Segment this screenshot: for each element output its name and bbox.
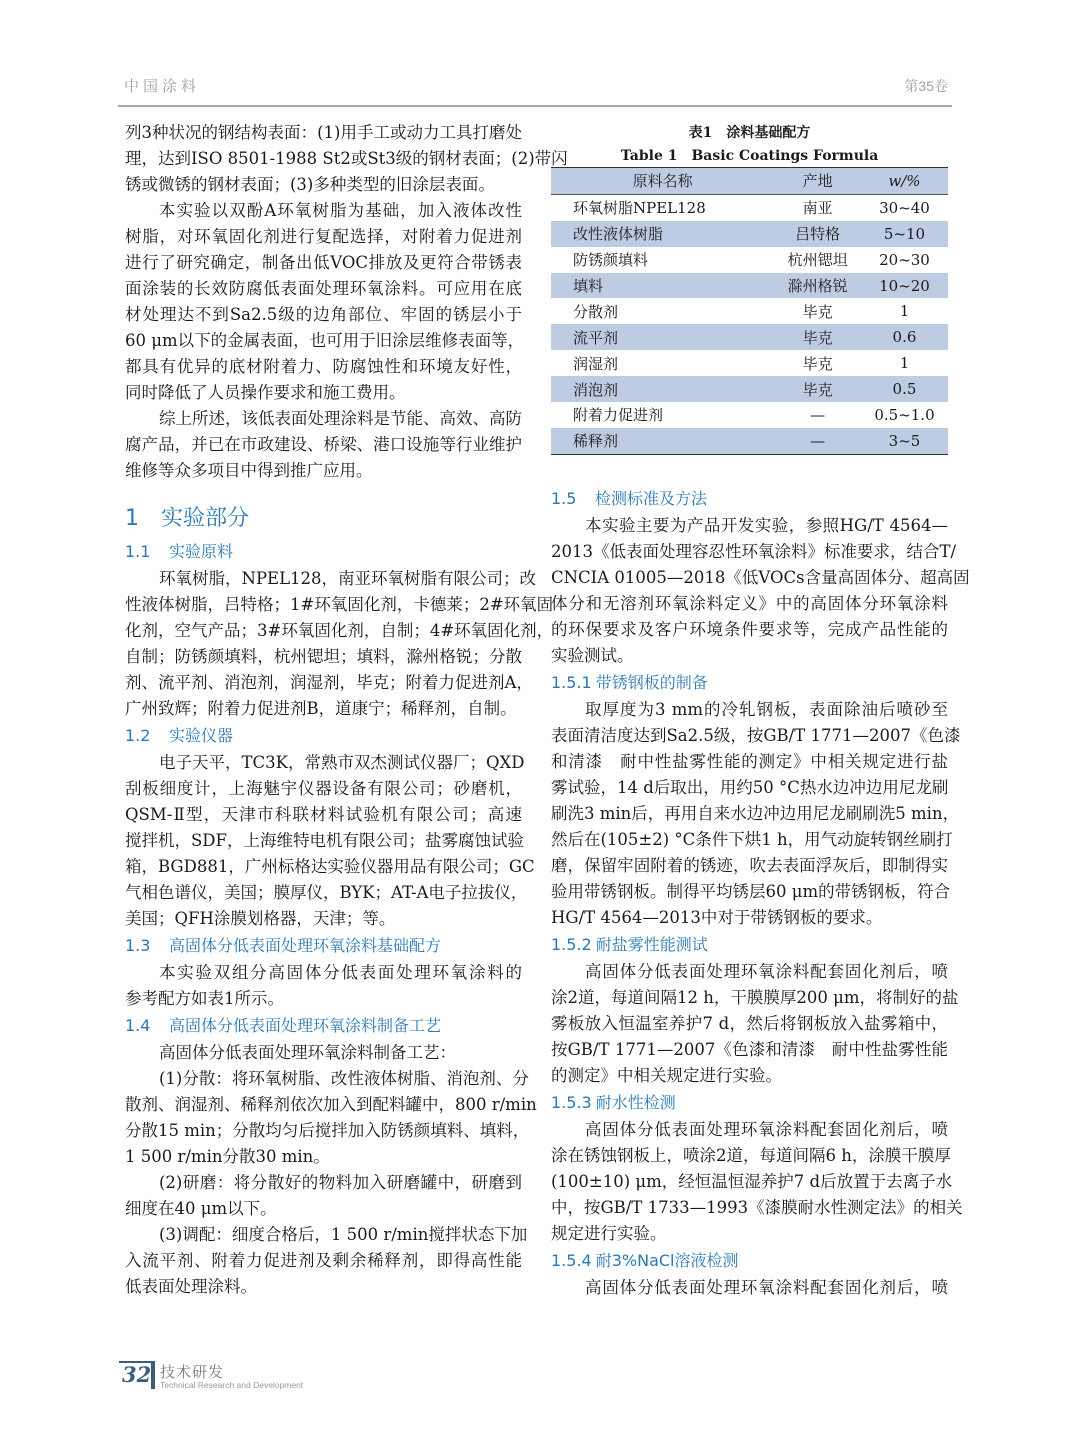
text-line: 1 500 r/min分散30 min。	[125, 1147, 330, 1166]
text-line: 分散15 min；分散均匀后搅拌加入防锈颜填料、填料，	[125, 1121, 530, 1140]
text-line: 理，达到ISO 8501-1988 St2或St3级的钢材表面；(2)带闪	[125, 149, 568, 168]
cell-mass-fraction: 0.5~1.0	[874, 405, 935, 424]
subsection-heading	[125, 538, 522, 566]
table-row	[551, 298, 948, 324]
table-row	[551, 376, 948, 402]
text-line: 箱，BGD881，广州标格达实验仪器用品有限公司；GC	[125, 857, 535, 876]
subsection-heading	[551, 485, 948, 513]
heading-number: 1.5.2	[551, 935, 592, 954]
text-line: 美国；QFH涂膜划格器，天津；等。	[125, 909, 396, 928]
heading-number: 1.2	[125, 726, 151, 745]
text-line: 按GB/T 1771—2007《色漆和清漆 耐中性盐雾性能	[551, 1040, 948, 1059]
text-line: 表面清洁度达到Sa2.5级，按GB/T 1771—2007《色漆	[551, 726, 961, 745]
cell-material: 防锈颜填料	[573, 251, 649, 270]
cell-origin: 吕特格	[795, 225, 841, 244]
section-label-en: Technical Research and Development	[160, 1380, 304, 1390]
text-line: 锈或微锈的钢材表面；(3)多种类型的旧涂层表面。	[125, 175, 495, 194]
text-line: 电子天平，TC3K，常熟市双杰测试仪器厂；QXD	[159, 753, 525, 772]
cell-material: 填料	[573, 277, 604, 295]
text-line: QSM-Ⅱ型，天津市科联材料试验机有限公司；高速	[125, 805, 522, 824]
cell-origin: —	[810, 431, 826, 450]
subsection-heading	[551, 1247, 948, 1275]
text-line: 然后在(105±2) °C条件下烘1 h，用气动旋转钢丝刷打	[551, 830, 953, 849]
heading-title: 实验原料	[169, 542, 234, 561]
text-line: 涂在锈蚀钢板上，喷涂2道，每道间隔6 h，涂膜干膜厚	[551, 1146, 951, 1165]
paragraph	[125, 1170, 522, 1222]
table-caption-cn: 表1 涂料基础配方	[688, 125, 811, 141]
paragraph	[551, 1275, 948, 1301]
heading-title: 高固体分低表面处理环氧涂料基础配方	[169, 936, 442, 955]
text-line: HG/T 4564—2013中对于带锈钢板的要求。	[551, 908, 883, 927]
col-header-mass-fraction: w/%	[888, 171, 921, 190]
journal-name: 中国涂料	[124, 77, 201, 95]
col-header-material: 原料名称	[632, 172, 693, 191]
table-caption-en: Table 1 Basic Coatings Formula	[620, 148, 879, 164]
text-line: 广州致辉；附着力促进剂B，道康宁；稀释剂，自制。	[125, 699, 517, 718]
cell-material: 稀释剂	[573, 432, 619, 451]
cell-mass-fraction: 0.5	[892, 380, 917, 399]
heading-number: 1	[125, 506, 139, 531]
cell-mass-fraction: 20~30	[879, 250, 930, 269]
heading-title: 高固体分低表面处理环氧涂料制备工艺	[169, 1016, 442, 1035]
paragraph	[551, 697, 961, 931]
text-line: 验用带锈钢板。制得平均锈层60 μm的带锈钢板，符合	[551, 882, 951, 901]
cell-mass-fraction: 1	[899, 302, 910, 321]
text-line: 同时降低了人员操作要求和施工费用。	[125, 383, 406, 402]
heading-number: 1.5.3	[551, 1093, 592, 1112]
heading-title: 耐盐雾性能测试	[595, 935, 708, 954]
text-line: 中，按GB/T 1733—1993《漆膜耐水性测定法》的相关	[551, 1198, 963, 1217]
text-line: 本实验双组分高固体分低表面处理环氧涂料的	[159, 963, 522, 982]
table-row	[551, 247, 948, 273]
text-line: 磨，保留牢固附着的锈迹，吹去表面浮灰后，即制得实	[551, 856, 948, 875]
formula-table	[551, 167, 948, 455]
text-line: 规定进行实验。	[551, 1224, 667, 1243]
text-line: 进行了研究确定，制备出低VOC排放及更符合带锈表	[125, 253, 522, 272]
text-line: 的测定》中相关规定进行实验。	[551, 1066, 782, 1085]
col-header-origin: 产地	[802, 172, 833, 191]
table-row	[551, 273, 948, 299]
heading-number: 1.5	[551, 489, 577, 508]
table-row	[551, 428, 948, 454]
cell-mass-fraction: 0.6	[892, 328, 917, 347]
table-row	[551, 350, 948, 376]
paragraph	[125, 120, 568, 198]
cell-material: 流平剂	[573, 328, 619, 347]
subsection-heading	[551, 931, 948, 959]
cell-origin: 杭州锶坦	[787, 251, 848, 270]
heading-title: 带锈钢板的制备	[595, 673, 708, 692]
subsection-heading	[551, 1089, 948, 1117]
cell-origin: 毕克	[802, 354, 833, 373]
volume-label: 第35卷	[904, 78, 948, 94]
text-line: (1)分散：将环氧树脂、改性液体树脂、消泡剂、分	[159, 1069, 529, 1088]
text-line: 搅拌机，SDF，上海维特电机有限公司；盐雾腐蚀试验	[125, 831, 524, 850]
text-line: 体分和无溶剂环氧涂料定义》中的高固体分环氧涂料	[551, 594, 948, 613]
cell-mass-fraction: 10~20	[879, 276, 930, 295]
cell-origin: 毕克	[802, 328, 833, 347]
cell-origin: —	[810, 405, 826, 424]
text-line: 高固体分低表面处理环氧涂料制备工艺：	[159, 1043, 456, 1062]
footer-bracket-bar	[151, 1361, 155, 1389]
text-line: 维修等众多项目中得到推广应用。	[125, 461, 373, 480]
header-rule	[118, 105, 952, 107]
text-line: 细度在40 μm以下。	[125, 1199, 277, 1218]
text-line: 雾板放入恒温室养护7 d，然后将钢板放入盐雾箱中，	[551, 1014, 948, 1033]
subsection-heading	[125, 932, 522, 960]
text-line: 高固体分低表面处理环氧涂料配套固化剂后，喷	[585, 1278, 948, 1297]
section-label-cn: 技术研发	[160, 1363, 225, 1381]
text-line: 散剂、润湿剂、稀释剂依次加入到配料罐中，800 r/min	[125, 1095, 537, 1114]
text-line: 2013《低表面处理容忍性环氧涂料》标准要求，结合T/	[551, 542, 957, 561]
text-line: 的环保要求及客户环境条件要求等，完成产品性能的	[551, 620, 948, 639]
text-line: 面涂装的长效防腐低表面处理环氧涂料。可应用在底	[125, 279, 522, 298]
text-line: 取厚度为3 mm的冷轧钢板，表面除油后喷砂至	[585, 700, 948, 719]
text-line: 气相色谱仪，美国；膜厚仪，BYK；AT-A电子拉拔仪，	[125, 883, 528, 902]
cell-mass-fraction: 1	[899, 354, 910, 373]
subsection-heading	[125, 1012, 522, 1040]
cell-origin: 毕克	[802, 380, 833, 399]
text-line: 剂、流平剂、消泡剂，润湿剂，毕克；附着力促进剂A，	[125, 673, 533, 692]
page-number: 32	[122, 1362, 152, 1387]
paragraph	[125, 406, 522, 484]
text-line: CNCIA 01005—2018《低VOCs含量高固体分、超高固	[551, 568, 970, 587]
text-line: 化剂，空气产品；3#环氧固化剂，自制；4#环氧固化剂，	[125, 621, 554, 640]
paragraph	[551, 1117, 963, 1247]
text-line: 综上所述，该低表面处理涂料是节能、高效、高防	[159, 409, 522, 428]
paragraph	[125, 198, 525, 406]
cell-mass-fraction: 5~10	[883, 224, 926, 243]
text-line: 列3种状况的钢结构表面：(1)用手工或动力工具打磨处	[125, 123, 522, 142]
paragraph	[551, 959, 959, 1089]
cell-material: 环氧树脂NPEL128	[573, 199, 706, 218]
cell-mass-fraction: 30~40	[879, 198, 930, 217]
subsection-heading	[125, 722, 522, 750]
heading-title: 检测标准及方法	[595, 489, 708, 508]
cell-mass-fraction: 3~5	[888, 431, 921, 450]
text-line: 和清漆 耐中性盐雾性能的测定》中相关规定进行盐	[551, 752, 948, 771]
paragraph	[125, 750, 535, 932]
text-line: 都具有优异的底材附着力、防腐蚀性和环境友好性，	[125, 357, 522, 376]
paragraph	[125, 960, 522, 1012]
heading-number: 1.5.4	[551, 1251, 592, 1270]
text-line: 参考配方如表1所示。	[125, 989, 284, 1008]
heading-title: 耐3%NaCl溶液检测	[595, 1251, 739, 1270]
text-line: 树脂，对环氧固化剂进行复配选择，对附着力促进剂	[125, 227, 522, 246]
text-line: 环氧树脂，NPEL128，南亚环氧树脂有限公司；改	[159, 569, 537, 588]
table-row	[551, 221, 948, 247]
text-line: 刷洗3 min后，再用自来水边冲边用尼龙刷刷洗5 min，	[551, 804, 960, 823]
cell-material: 附着力促进剂	[573, 406, 664, 425]
heading-number: 1.1	[125, 542, 151, 561]
table-row	[551, 324, 948, 350]
paragraph	[551, 513, 970, 669]
text-line: 雾试验，14 d后取出，用约50 °C热水边冲边用尼龙刷	[551, 778, 949, 797]
paragraph	[125, 1040, 522, 1066]
heading-title: 耐水性检测	[595, 1093, 676, 1112]
cell-origin: 毕克	[802, 302, 833, 321]
text-line: 高固体分低表面处理环氧涂料配套固化剂后，喷	[585, 1120, 948, 1139]
heading-number: 1.3	[125, 936, 151, 955]
text-line: 材处理达不到Sa2.5级的边角部位、牢固的锈层小于	[125, 305, 522, 324]
cell-material: 润湿剂	[573, 354, 619, 373]
cell-material: 消泡剂	[573, 380, 619, 399]
text-line: (2)研磨：将分散好的物料加入研磨罐中，研磨到	[159, 1173, 522, 1192]
subsection-heading	[551, 669, 948, 697]
text-line: 本实验主要为产品开发实验，参照HG/T 4564—	[585, 516, 948, 535]
text-line: (3)调配：细度合格后，1 500 r/min搅拌状态下加	[159, 1225, 528, 1244]
heading-title: 实验仪器	[169, 726, 234, 745]
paragraph	[125, 1066, 537, 1170]
text-line: 自制；防锈颜填料，杭州锶坦；填料，滁州格锐；分散	[125, 647, 522, 666]
table-row	[551, 402, 948, 428]
cell-origin: 滁州格锐	[787, 277, 848, 295]
text-line: 涂2道，每道间隔12 h，干膜膜厚200 μm，将制好的盐	[551, 988, 959, 1007]
text-line: (100±10) μm，经恒温恒湿养护7 d后放置于去离子水	[551, 1172, 953, 1191]
text-line: 性液体树脂，吕特格；1#环氧固化剂，卡德莱；2#环氧固	[125, 595, 554, 614]
heading-number: 1.4	[125, 1016, 151, 1035]
text-line: 低表面处理涂料。	[125, 1277, 257, 1296]
table-header-row	[551, 168, 948, 195]
paragraph	[125, 1222, 528, 1300]
text-line: 刮板细度计，上海魅宇仪器设备有限公司；砂磨机，	[125, 779, 522, 798]
left-column	[125, 120, 568, 1300]
section-heading	[125, 484, 522, 538]
text-line: 高固体分低表面处理环氧涂料配套固化剂后，喷	[585, 962, 948, 981]
cell-material: 改性液体树脂	[573, 225, 664, 244]
cell-material: 分散剂	[573, 302, 619, 321]
right-column	[551, 485, 970, 1301]
text-line: 腐产品，并已在市政建设、桥梁、港口设施等行业维护	[125, 435, 522, 454]
text-line: 入流平剂、附着力促进剂及剩余稀释剂，即得高性能	[125, 1251, 522, 1270]
paragraph	[125, 566, 554, 722]
text-line: 60 μm以下的金属表面，也可用于旧涂层维修表面等，	[125, 331, 525, 350]
table-row	[551, 194, 948, 220]
heading-number: 1.5.1	[551, 673, 592, 692]
heading-title: 实验部分	[161, 506, 250, 531]
text-line: 实验测试。	[551, 646, 634, 665]
cell-origin: 南亚	[802, 199, 833, 218]
text-line: 本实验以双酚A环氧树脂为基础，加入液体改性	[159, 201, 522, 220]
